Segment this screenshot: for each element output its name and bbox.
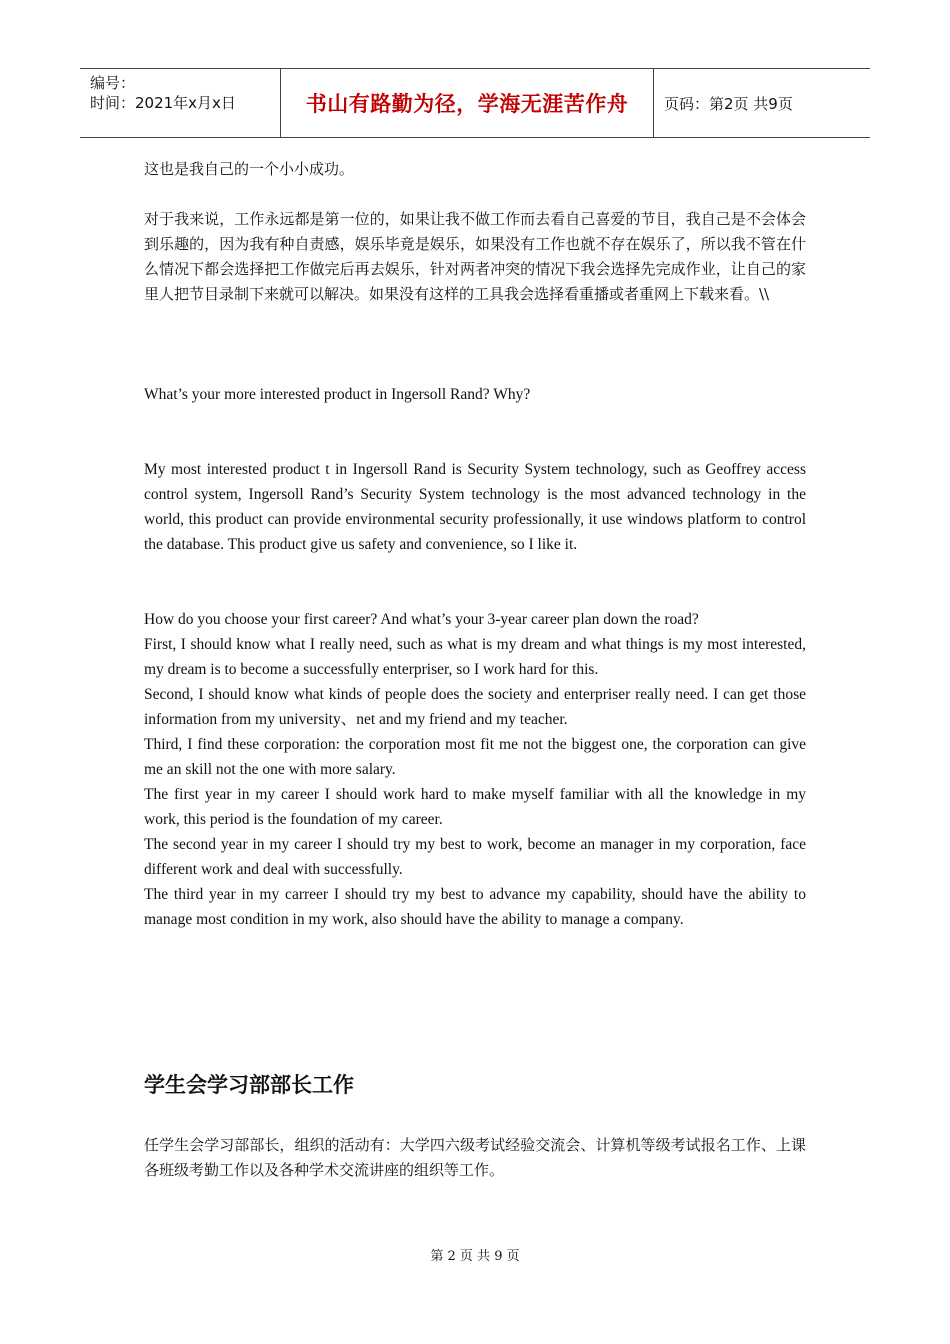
section-heading: 学生会学习部部长工作 — [144, 1073, 354, 1097]
number-label: 编号： — [90, 74, 136, 92]
paragraph-work-priority: 对于我来说，工作永远都是第一位的，如果让我不做工作而去看自己喜爱的节目，我自己是不会体会到乐趣的，因为我有种自责感，娱乐毕竟是娱乐，如果没有工作也就不存在娱乐了，所以我不管在什么情况下都会选择把工作做完后再去娱乐，针对两者冲突的情况下我会选择先完成作业，让自己的家里人把节目录制下来就可以解决。如果没有这样的工具我会选择看重播或者重网上下载来看。\\ — [144, 210, 806, 303]
header-motto: 书山有路勤为径，学海无涯苦作舟 — [281, 69, 654, 137]
paragraph-success: 这也是我自己的一个小小成功。 — [144, 160, 355, 178]
question-career: How do you choose your first career? And what’s your 3-year career plan down the road? — [144, 611, 699, 628]
answer-career-first: First, I should know what I really need, such as what is my dream and what things is my most interested, my dream is to become a successfully enterpriser, so I work hard for this. — [144, 636, 806, 678]
answer-career-second: Second, I should know what kinds of people does the society and enterpriser really need. I can get those information from my university、net and my friend and my teacher. — [144, 686, 806, 728]
page-header — [80, 68, 870, 138]
document-body — [144, 157, 806, 1183]
answer-career-year2: The second year in my career I should try my best to work, become an manager in my corporation, face different work and deal with successfully. — [144, 836, 806, 878]
header-meta — [80, 69, 281, 137]
question-product: What’s your more interested product in Ingersoll Rand? Why? — [144, 386, 531, 403]
answer-product: My most interested product t in Ingersoll Rand is Security System technology, such as Geoffrey access control system, Ingersoll Rand’s Security System technology is the most advanced technology in the world, this product can provide environmental security professionally, it use windows platform to control the database. This product give us safety and convenience, so I like it. — [144, 461, 806, 553]
answer-career-third: Third, I find these corporation: the corporation most fit me not the biggest one, the corporation can give me an skill not the one with more salary. — [144, 736, 806, 778]
answer-career-year3: The third year in my carreer I should try my best to advance my capability, should have the ability to manage most condition in my work, also should have the ability to manage a company. — [144, 886, 806, 928]
section-paragraph: 任学生会学习部部长，组织的活动有：大学四六级考试经验交流会、计算机等级考试报名工作、上课各班级考勤工作以及各种学术交流讲座的组织等工作。 — [144, 1136, 806, 1179]
header-page-label: 页码：第2页 共9页 — [664, 94, 793, 113]
page-footer: 第 2 页 共 9 页 — [430, 1249, 520, 1264]
answer-career-year1: The first year in my career I should work hard to make myself familiar with all the knowledge in my work, this period is the foundation of my career. — [144, 786, 806, 828]
date-label: 时间：2021年x月x日 — [90, 94, 236, 112]
